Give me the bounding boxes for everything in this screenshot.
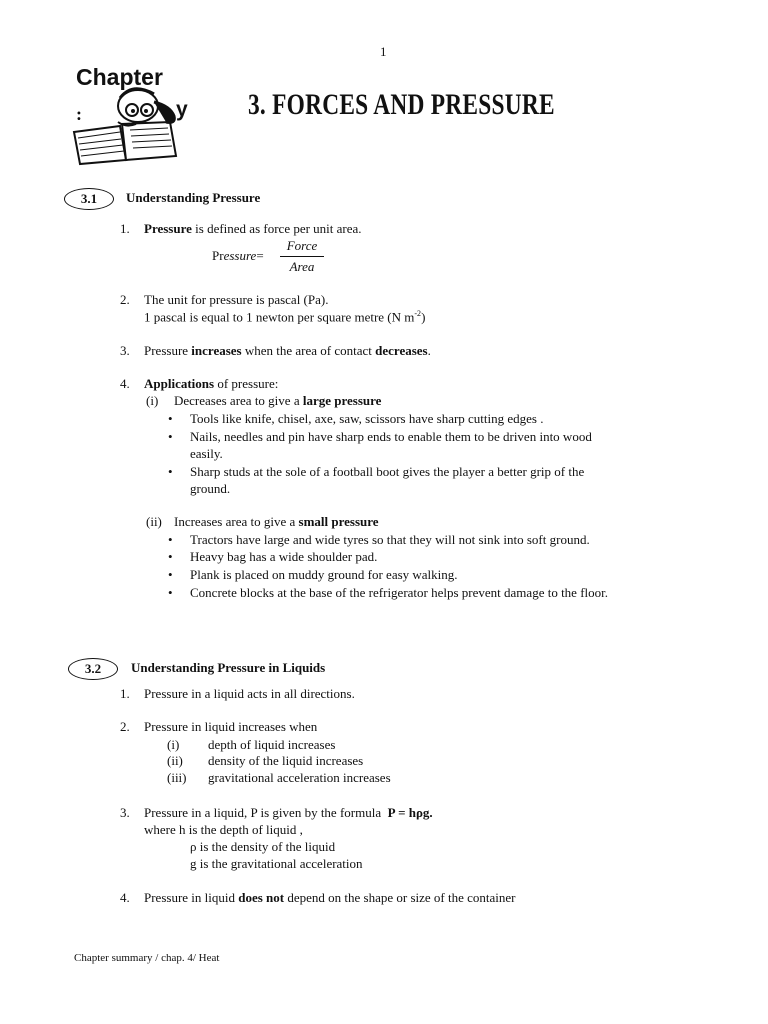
item-text xyxy=(144,221,362,237)
text-span: Pressure in a liquid, P is given by the formula xyxy=(144,805,382,820)
section-title: Understanding Pressure in Liquids xyxy=(131,660,326,675)
item-text: Pressure in liquid increases when xyxy=(144,719,318,734)
list-item: • Heavy bag has a wide shoulder pad. xyxy=(190,549,377,565)
sub-text xyxy=(174,514,379,530)
list-item-continuation: easily. xyxy=(190,446,223,461)
list-item-continuation: ground. xyxy=(190,481,231,496)
where-line: where h is the depth of liquid , xyxy=(144,822,303,837)
unit-text: 1 pascal is equal to 1 newton per square metre (N m xyxy=(144,309,415,325)
item-text xyxy=(144,343,431,359)
logo-chapter-word: Chapter xyxy=(76,64,163,90)
item-text xyxy=(144,890,516,906)
item-number: 4. xyxy=(120,890,130,905)
text-span: depend on the shape or size of the container xyxy=(284,890,516,905)
where-line: g is the gravitational acceleration xyxy=(190,856,363,871)
unit-exponent: -2 xyxy=(414,309,422,318)
sub-text xyxy=(174,393,381,409)
section-title: Understanding Pressure xyxy=(126,190,261,205)
formula-lhs-pre: Pr xyxy=(212,248,224,263)
bold-term: large pressure xyxy=(302,393,382,408)
formula-denominator: Area xyxy=(289,259,315,274)
fraction-line xyxy=(280,256,324,257)
item-number: 3. xyxy=(120,343,130,358)
item-number: 2. xyxy=(120,719,130,734)
section-badge: 3.1 xyxy=(64,188,114,210)
sub-label: (i) xyxy=(146,393,159,408)
sub-text: density of the liquid increases xyxy=(208,753,364,768)
list-item: • Tools like knife, chisel, axe, saw, scissors have sharp cutting edges . xyxy=(190,411,544,427)
item-number: 4. xyxy=(120,376,130,391)
text-span: of pressure: xyxy=(214,376,279,391)
bold-term: does not xyxy=(238,890,285,905)
item-text xyxy=(144,805,433,821)
liquid-pressure-formula: P = hρg. xyxy=(387,805,433,820)
page-title: 3. FORCES AND PRESSURE xyxy=(248,88,555,121)
list-item: • Concrete blocks at the base of the refrigerator helps prevent damage to the floor. xyxy=(190,585,608,601)
section-badge: 3.2 xyxy=(68,658,118,680)
unit-close: ) xyxy=(421,309,426,325)
logo-fragment: : xyxy=(76,104,82,124)
formula-equals: = xyxy=(256,248,264,263)
bold-term: small pressure xyxy=(298,514,379,529)
item-number: 2. xyxy=(120,292,130,307)
pressure-formula-lhs xyxy=(212,248,264,264)
list-item: • Sharp studs at the sole of a football boot gives the player a better grip of the xyxy=(190,464,584,480)
formula-lhs-italic: essure xyxy=(223,248,257,263)
text-span: Pressure xyxy=(144,343,192,358)
page-number: 1 xyxy=(380,44,387,59)
list-item: • Plank is placed on muddy ground for easy walking. xyxy=(190,567,458,583)
item-text xyxy=(144,376,278,392)
sub-label: (i) xyxy=(167,737,180,752)
sub-text: depth of liquid increases xyxy=(208,737,336,752)
text-span: Increases area to give a xyxy=(174,514,299,529)
text-span: Decreases area to give a xyxy=(174,393,303,408)
item-text-rest: is defined as force per unit area. xyxy=(191,221,362,236)
formula-numerator: Force xyxy=(286,238,318,253)
bold-term: decreases xyxy=(375,343,428,358)
bold-term: Pressure xyxy=(144,221,192,236)
bold-term: increases xyxy=(191,343,242,358)
text-span: . xyxy=(427,343,431,358)
item-text xyxy=(144,309,425,325)
item-number: 1. xyxy=(120,686,130,701)
sub-label: (ii) xyxy=(146,514,162,529)
item-text: Pressure in a liquid acts in all directions. xyxy=(144,686,355,701)
item-text: The unit for pressure is pascal (Pa). xyxy=(144,292,329,307)
footer: Chapter summary / chap. 4/ Heat xyxy=(74,952,220,964)
text-span: Pressure in liquid xyxy=(144,890,239,905)
bold-term: Applications xyxy=(144,376,215,391)
item-number: 3. xyxy=(120,805,130,820)
reading-book-icon xyxy=(70,84,185,166)
text-span: when the area of contact xyxy=(241,343,376,358)
logo-letter: y xyxy=(176,98,188,121)
where-line: ρ is the density of the liquid xyxy=(190,839,336,854)
list-item: • Nails, needles and pin have sharp ends to enable them to be driven into wood xyxy=(190,429,592,445)
sub-label: (iii) xyxy=(167,770,187,785)
list-item: • Tractors have large and wide tyres so that they will not sink into soft ground. xyxy=(190,532,590,548)
sub-label: (ii) xyxy=(167,753,183,768)
sub-text: gravitational acceleration increases xyxy=(208,770,391,785)
item-number: 1. xyxy=(120,221,130,236)
